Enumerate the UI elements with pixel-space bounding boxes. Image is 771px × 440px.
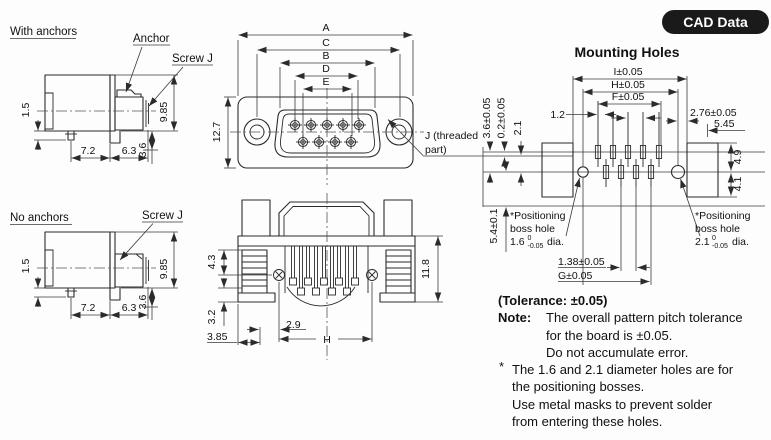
- dim-lead: 1.2: [550, 109, 565, 121]
- boss-right-tol-sub: -0.05: [712, 243, 728, 250]
- dim-foot: 3.6: [137, 142, 149, 158]
- pad-row-top: [595, 101, 661, 167]
- dim-rear-offset: 2.9: [286, 319, 301, 331]
- dsub-shell-outer: [275, 110, 380, 157]
- anchor-callout-label: Anchor: [133, 33, 170, 45]
- front-outline: [238, 97, 413, 168]
- star-line-1: The 1.6 and 2.1 diameter holes are for: [512, 362, 734, 377]
- note-label: Note:: [498, 310, 532, 325]
- no-anchors-title: No anchors: [10, 212, 69, 224]
- dim-depth: 5.4±0.1: [488, 208, 500, 244]
- star-line-2: the positioning bosses.: [512, 379, 645, 394]
- boss-right-line2: boss hole: [695, 223, 740, 235]
- pad-row-bottom: [603, 159, 653, 187]
- dim-snout-width: 6.3: [121, 145, 137, 157]
- view-mounting-holes: [423, 44, 765, 285]
- dim-rear-left: 3.85: [207, 331, 228, 343]
- dim-rear-height: 11.8: [420, 259, 432, 279]
- dim-foot-2: 3.6: [137, 294, 149, 310]
- dim-lines: 0.2±0.05: [495, 97, 508, 139]
- dim-rear-span: H: [323, 334, 331, 346]
- dim-h: H±0.05: [611, 79, 645, 91]
- anchor-block-right: [384, 200, 412, 236]
- dim-rear-upper: 4.3: [206, 254, 218, 270]
- no-anchors-dimensions: [20, 232, 178, 320]
- dim-edge: 5.45: [714, 118, 735, 130]
- tolerance-note: (Tolerance: ±0.05): [498, 293, 608, 308]
- boss-left-line2: boss hole: [510, 223, 555, 235]
- dim-body-height: 9.85: [158, 101, 170, 123]
- boss-left-tol-sup: 0: [527, 235, 532, 242]
- view-with-anchors: [10, 26, 213, 164]
- solder-pad-left: [542, 143, 573, 197]
- dim-pitch: 1.38±0.05: [558, 256, 605, 268]
- dim-pin-height-2: 1.5: [20, 258, 32, 274]
- dim-d: D: [322, 63, 330, 75]
- dsub-shell-inner: [280, 114, 374, 153]
- mounting-dimensions: [481, 66, 745, 285]
- dim-front-height: 12.7: [211, 121, 223, 143]
- dim-pin-height: 1.5: [20, 102, 32, 118]
- dim-snout-width-2: 6.3: [121, 302, 137, 314]
- note-line-1: The overall pattern pitch tolerance: [546, 310, 743, 325]
- cad-data-badge[interactable]: [662, 10, 769, 34]
- note-line-3: Do not accumulate error.: [546, 345, 689, 360]
- boss-left-value: 1.6: [510, 236, 525, 248]
- screw-j-callout-label: Screw J: [172, 53, 213, 65]
- boss-left-suffix: dia.: [547, 236, 564, 248]
- with-anchors-dimensions: [20, 75, 178, 164]
- dim-span: G±0.05: [558, 270, 593, 282]
- anchor-block-left: [242, 200, 270, 236]
- dim-a: A: [322, 22, 330, 34]
- boss-right-tol-sup: 0: [712, 235, 716, 242]
- boss-note-left: [510, 178, 580, 250]
- boss-left-tol-sub: -0.05: [527, 243, 544, 250]
- j-threaded-label-line2: part): [425, 144, 447, 156]
- dim-pad-lower: 4.1: [732, 176, 744, 192]
- view-no-anchors: [10, 210, 183, 320]
- star-marker: *: [499, 359, 505, 374]
- dim-pad-upper: 4.9: [732, 149, 744, 165]
- dim-i: I±0.05: [613, 66, 643, 78]
- notes-block: [498, 293, 743, 429]
- rear-outline: [238, 200, 415, 306]
- note-line-2: for the board is ±0.05.: [546, 328, 673, 343]
- view-front: [211, 22, 478, 185]
- with-anchors-outline: [37, 75, 156, 143]
- dim-rows: 3.6±0.05: [481, 97, 493, 139]
- rear-pins: [290, 246, 359, 295]
- star-line-4: from entering these holes.: [512, 414, 663, 429]
- dim-f: F±0.05: [611, 91, 645, 103]
- dim-e: E: [322, 76, 330, 88]
- star-line-3: Use metal masks to prevent solder: [512, 397, 713, 412]
- solder-pad-right: [687, 143, 718, 197]
- screw-j-callout-label-2: Screw J: [142, 210, 183, 222]
- j-threaded-label-line1: J (threaded: [425, 130, 479, 142]
- no-anchors-outline: [37, 232, 156, 300]
- boss-right-suffix: dia.: [732, 236, 749, 248]
- dim-body-width: 7.2: [80, 145, 96, 157]
- cad-data-badge-label: CAD Data: [683, 14, 748, 30]
- view-rear: [206, 193, 443, 360]
- boss-right-line1: *Positioning: [695, 210, 751, 222]
- dim-c: C: [322, 37, 330, 49]
- mounting-holes-title: Mounting Holes: [574, 44, 680, 60]
- front-dimensions: [211, 22, 478, 168]
- dim-body-width-2: 7.2: [80, 302, 96, 314]
- dim-body-height-2: 9.85: [158, 258, 170, 280]
- boss-left-line1: *Positioning: [510, 210, 566, 222]
- dim-boss-row: 2.1: [512, 120, 524, 136]
- dim-b: B: [322, 50, 330, 62]
- dim-rear-lower: 3.2: [206, 309, 218, 325]
- with-anchors-title: With anchors: [10, 26, 78, 38]
- dim-boss-edge: 2.76±0.05: [690, 107, 737, 119]
- boss-right-value: 2.1: [695, 236, 710, 248]
